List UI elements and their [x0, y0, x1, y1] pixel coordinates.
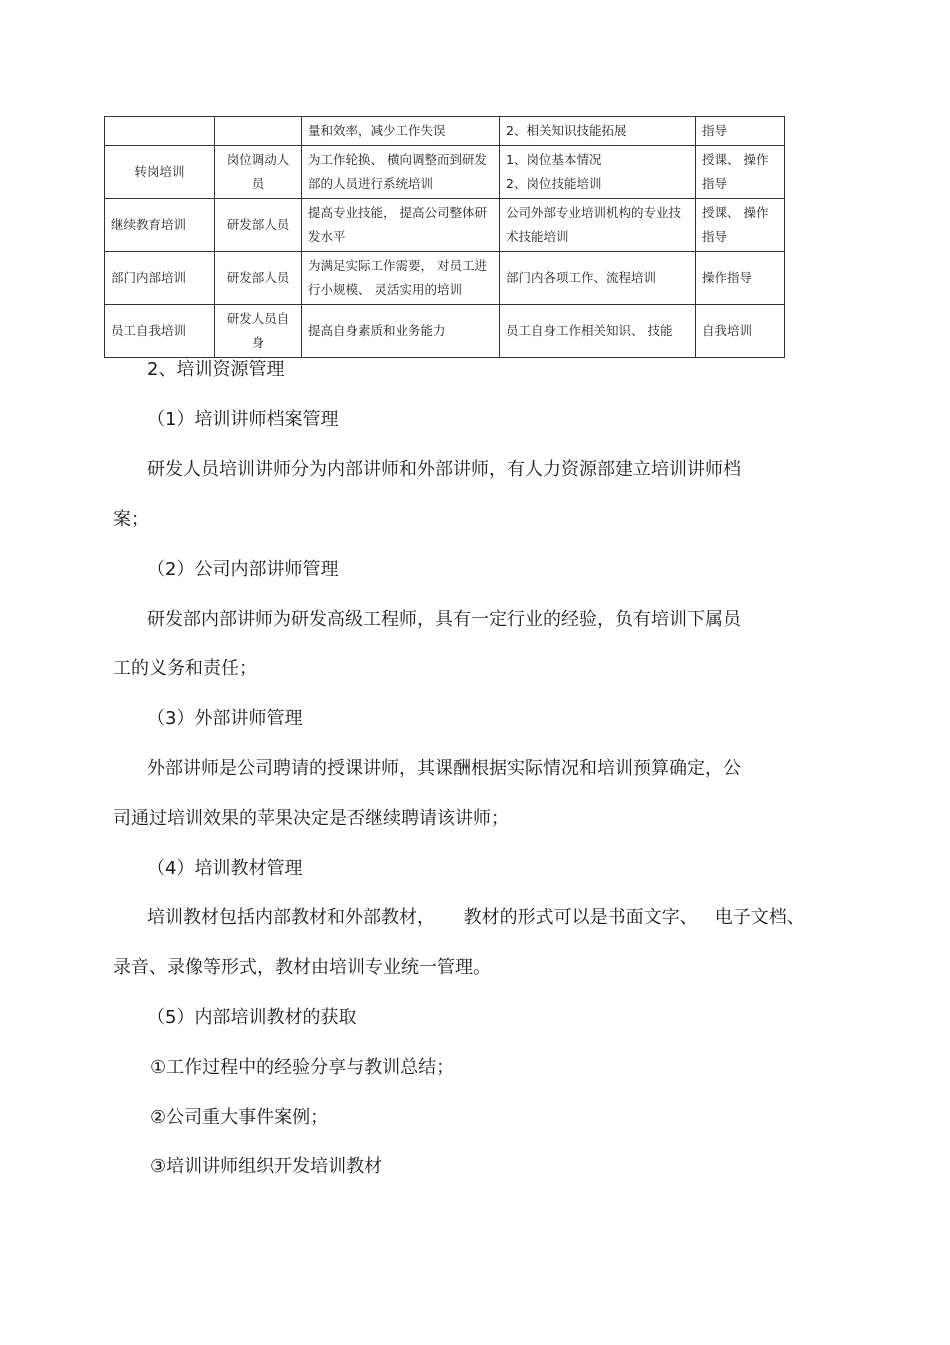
table-cell — [105, 117, 215, 146]
paragraph-line: 录音、录像等形式，教材由培训专业统一管理。 — [113, 957, 491, 978]
table-cell: 为工作轮换、 横向调整而到研发部的人员进行系统培训 — [302, 146, 500, 199]
table-cell: 转岗培训 — [105, 146, 215, 199]
table-cell: 指导 — [696, 117, 785, 146]
table-cell: 研发部人员 — [215, 252, 302, 305]
table-row — [105, 199, 785, 252]
table-cell: 授课、 操作指导 — [696, 199, 785, 252]
paragraph-line: 外部讲师是公司聘请的授课讲师，其课酬根据实际情况和培训预算确定，公 — [147, 758, 741, 779]
table-cell: 继续教育培训 — [105, 199, 215, 252]
table-cell: 岗位调动人员 — [215, 146, 302, 199]
table-cell: 2、相关知识技能拓展 — [500, 117, 696, 146]
table-cell: 授课、 操作指导 — [696, 146, 785, 199]
paragraph-line: 研发部内部讲师为研发高级工程师，具有一定行业的经验，负有培训下属员 — [147, 609, 741, 630]
table-cell: 员工自我培训 — [105, 305, 215, 358]
table-cell: 部门内部培训 — [105, 252, 215, 305]
table-cell: 量和效率，减少工作失误 — [302, 117, 500, 146]
paragraph-line: 工的义务和责任； — [113, 658, 257, 679]
table-cell: 研发人员自身 — [215, 305, 302, 358]
subsection-heading: （3）外部讲师管理 — [147, 708, 303, 729]
subsection-heading: （5）内部培训教材的获取 — [147, 1007, 357, 1028]
subsection-heading: （1）培训讲师档案管理 — [147, 409, 339, 430]
table-cell: 提高自身素质和业务能力 — [302, 305, 500, 358]
table-cell — [215, 117, 302, 146]
table-cell: 自我培训 — [696, 305, 785, 358]
table-row — [105, 305, 785, 358]
table-cell: 提高专业技能， 提高公司整体研发水平 — [302, 199, 500, 252]
paragraph-line: 研发人员培训讲师分为内部讲师和外部讲师，有人力资源部建立培训讲师档 — [147, 459, 741, 480]
list-item: ③培训讲师组织开发培训教材 — [150, 1156, 383, 1177]
table-cell: 公司外部专业培训机构的专业技术技能培训 — [500, 199, 696, 252]
table-cell: 1、岗位基本情况 2、岗位技能培训 — [500, 146, 696, 199]
table-cell: 员工自身工作相关知识、 技能 — [500, 305, 696, 358]
table-row — [105, 252, 785, 305]
table-row — [105, 117, 785, 146]
table-cell: 操作指导 — [696, 252, 785, 305]
list-item: ②公司重大事件案例； — [150, 1107, 329, 1128]
section-heading: 2、培训资源管理 — [147, 359, 285, 380]
table-cell: 为满足实际工作需要， 对员工进行小规模、 灵活实用的培训 — [302, 252, 500, 305]
table-cell: 部门内各项工作、流程培训 — [500, 252, 696, 305]
list-item: ①工作过程中的经验分享与教训总结； — [150, 1057, 455, 1078]
paragraph-line: 司通过培训效果的苹果决定是否继续聘请该讲师； — [113, 808, 509, 829]
paragraph-line: 培训教材包括内部教材和外部教材， 教材的形式可以是书面文字、 电子文档、 — [147, 907, 805, 928]
subsection-heading: （4）培训教材管理 — [147, 858, 303, 879]
training-table — [104, 116, 785, 358]
paragraph-line: 案； — [113, 509, 149, 530]
table-row — [105, 146, 785, 199]
table-cell: 研发部人员 — [215, 199, 302, 252]
subsection-heading: （2）公司内部讲师管理 — [147, 559, 339, 580]
